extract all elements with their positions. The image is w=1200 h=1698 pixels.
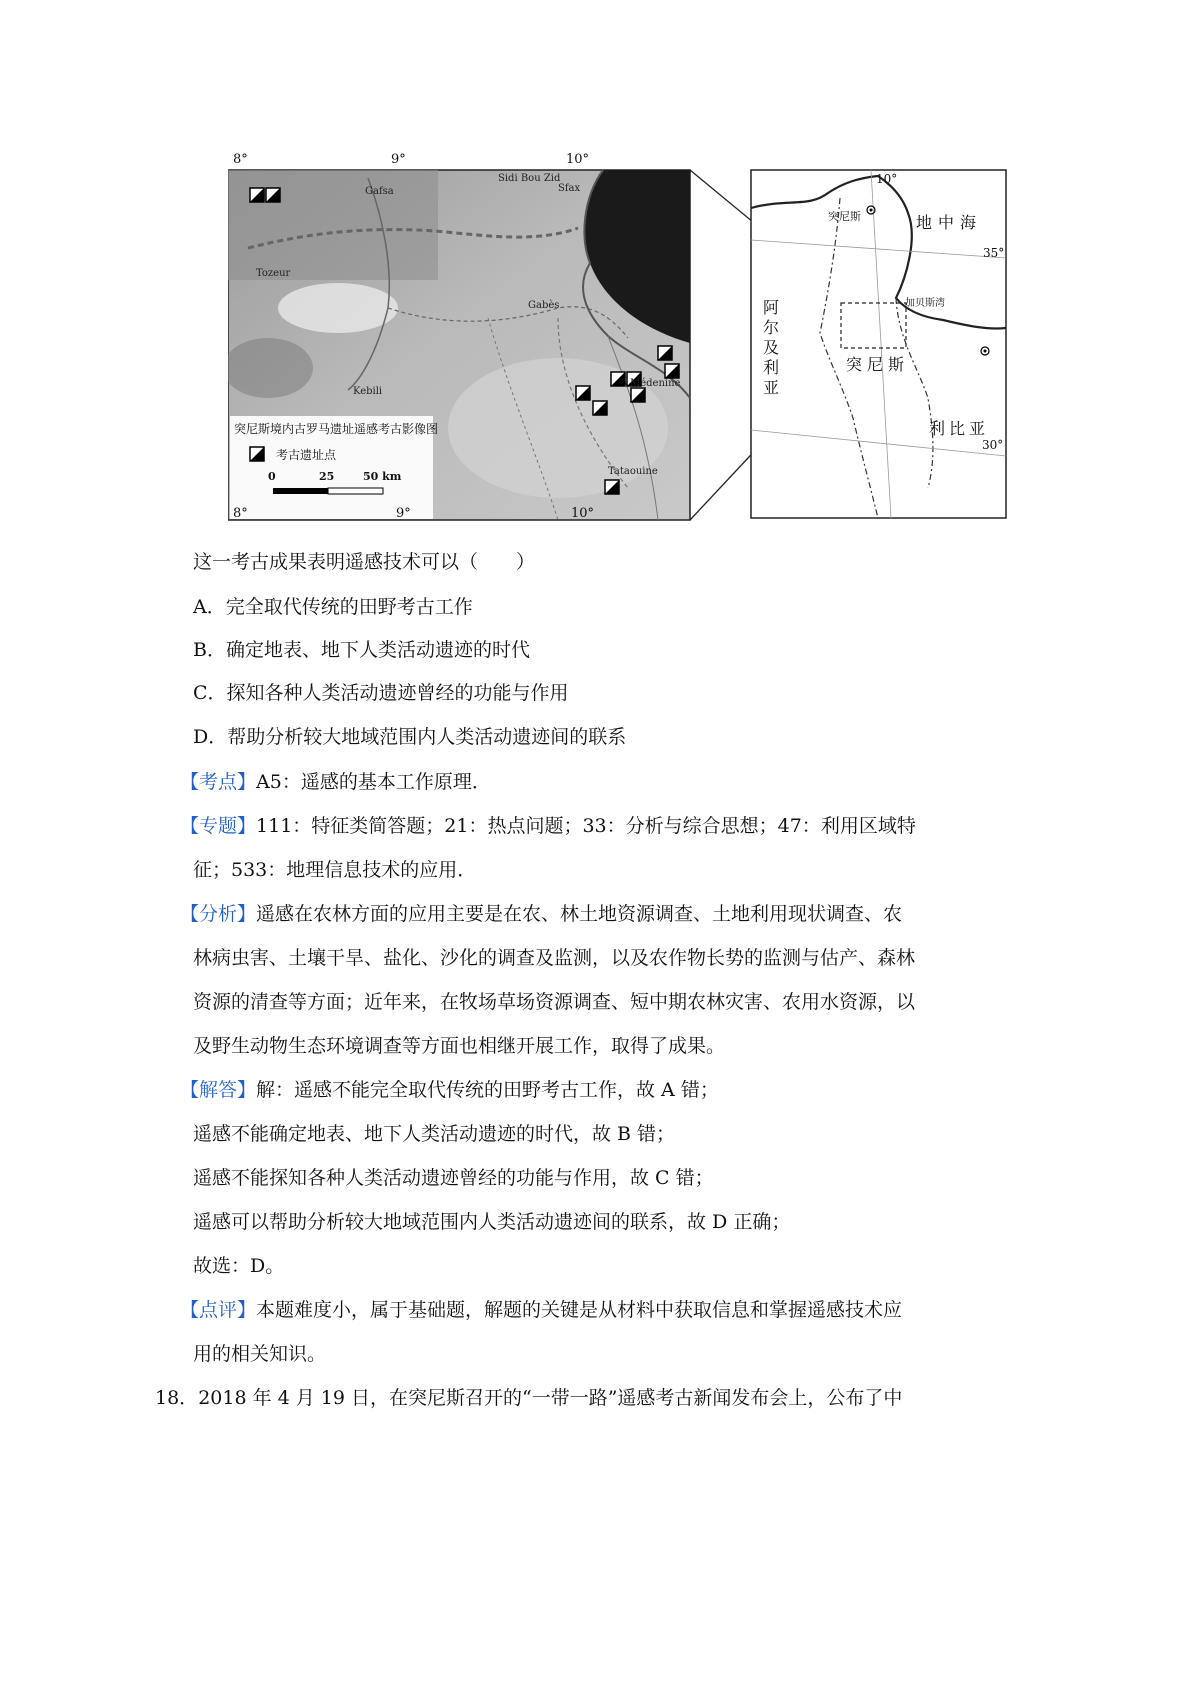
scale-bar — [273, 488, 328, 494]
place-tataouine: Tataouine — [608, 466, 658, 477]
kaodian-text: A5：遥感的基本工作原理． — [256, 771, 491, 793]
locator-algeria: 阿尔及利亚 — [763, 298, 780, 397]
locator-lat-35: 35° — [983, 246, 1005, 260]
question-stem: 这一考古成果表明遥感技术可以（ ） — [193, 551, 536, 573]
dianping-text-1: 本题难度小，属于基础题，解题的关键是从材料中获取信息和掌握遥感技术应 — [256, 1299, 903, 1321]
option-d: D．帮助分析较大地域范围内人类活动遗迹间的联系 — [193, 726, 627, 748]
place-gafsa: Gafsa — [365, 186, 394, 197]
map-figure — [228, 152, 1098, 568]
place-gabes: Gabès — [528, 300, 560, 311]
next-question-text: 2018 年 4 月 19 日，在突尼斯召开的“一带一路”遥感考古新闻发布会上，公布了中 — [198, 1387, 903, 1409]
locator-mediterranean: 地中海 — [916, 213, 983, 232]
place-sidi-bou-zid: Sidi Bou Zid — [498, 173, 561, 184]
kaodian-tag: 【考点】 — [180, 771, 257, 793]
place-sfax: Sfax — [558, 183, 581, 194]
lon-tick-8-top: 8° — [233, 152, 248, 167]
fenxi-line-1 — [180, 900, 902, 928]
map-caption: 突尼斯境内古罗马遗址遥感考古影像图 — [234, 422, 439, 436]
locator-gulf-label: 加贝斯湾 — [905, 298, 945, 309]
jieda-text-4: 遥感可以帮助分析较大地域范围内人类活动遗迹间的联系，故 D 正确； — [193, 1211, 791, 1233]
fenxi-text-3: 资源的清查等方面；近年来，在牧场草场资源调查、短中期农林灾害、农用水资源，以 — [193, 991, 916, 1013]
place-tozeur: Tozeur — [256, 268, 291, 279]
scale-label-25: 25 — [319, 470, 335, 483]
legend-label: 考古遗址点 — [276, 448, 337, 462]
zhuanti-text-2: 征；533：地理信息技术的应用． — [193, 859, 477, 881]
jieda-text-1: 解：遥感不能完全取代传统的田野考古工作，故 A 错； — [256, 1079, 719, 1101]
place-medenine: Médenine — [630, 378, 681, 389]
fenxi-text-1: 遥感在农林方面的应用主要是在农、林土地资源调查、土地利用现状调查、农 — [256, 903, 903, 925]
option-a: A．完全取代传统的田野考古工作 — [193, 596, 473, 618]
zhuanti-tag: 【专题】 — [180, 815, 257, 837]
locator-libya: 利比亚 — [929, 419, 990, 438]
fenxi-text-4: 及野生动物生态环境调查等方面也相继开展工作，取得了成果。 — [193, 1035, 726, 1057]
jieda-text-3: 遥感不能探知各种人类活动遗迹曾经的功能与作用，故 C 错； — [193, 1167, 714, 1189]
next-question-line — [155, 1384, 902, 1412]
fenxi-text-2: 林病虫害、土壤干旱、盐化、沙化的调查及监测，以及农作物长势的监测与估产、森林 — [193, 947, 916, 969]
locator-tunisia: 突尼斯 — [846, 355, 910, 374]
fenxi-tag: 【分析】 — [180, 903, 257, 925]
zhuanti-text-1: 111：特征类简答题；21：热点问题；33：分析与综合思想；47：利用区域特 — [256, 815, 916, 837]
jieda-tag: 【解答】 — [180, 1079, 257, 1101]
scale-label-0: 0 — [268, 470, 276, 483]
dianping-tag: 【点评】 — [180, 1299, 257, 1321]
place-kebili: Kebili — [353, 386, 383, 397]
lon-tick-9-bottom: 9° — [396, 506, 411, 521]
lon-tick-10-bottom: 10° — [571, 506, 595, 521]
lon-tick-8-bottom: 8° — [233, 506, 248, 521]
locator-lon-10: 10° — [876, 172, 898, 186]
kaodian-line — [180, 768, 491, 796]
option-c: C．探知各种人类活动遗迹曾经的功能与作用 — [193, 682, 569, 704]
locator-lat-30: 30° — [982, 438, 1004, 452]
scale-label-50: 50 km — [363, 470, 402, 483]
locator-tunis-city: 突尼斯 — [828, 210, 861, 223]
jieda-line-1 — [180, 1076, 719, 1104]
lon-tick-9-top: 9° — [391, 152, 406, 167]
lon-tick-10-top: 10° — [566, 152, 590, 167]
zhuanti-line-1 — [180, 812, 916, 840]
jieda-text-2: 遥感不能确定地表、地下人类活动遗迹的时代，故 B 错； — [193, 1123, 676, 1145]
next-question-number: 18． — [155, 1387, 199, 1409]
option-b: B．确定地表、地下人类活动遗迹的时代 — [193, 639, 530, 661]
dianping-text-2: 用的相关知识。 — [193, 1343, 327, 1365]
jieda-text-5: 故选：D。 — [193, 1255, 285, 1277]
dianping-line-1 — [180, 1296, 902, 1324]
